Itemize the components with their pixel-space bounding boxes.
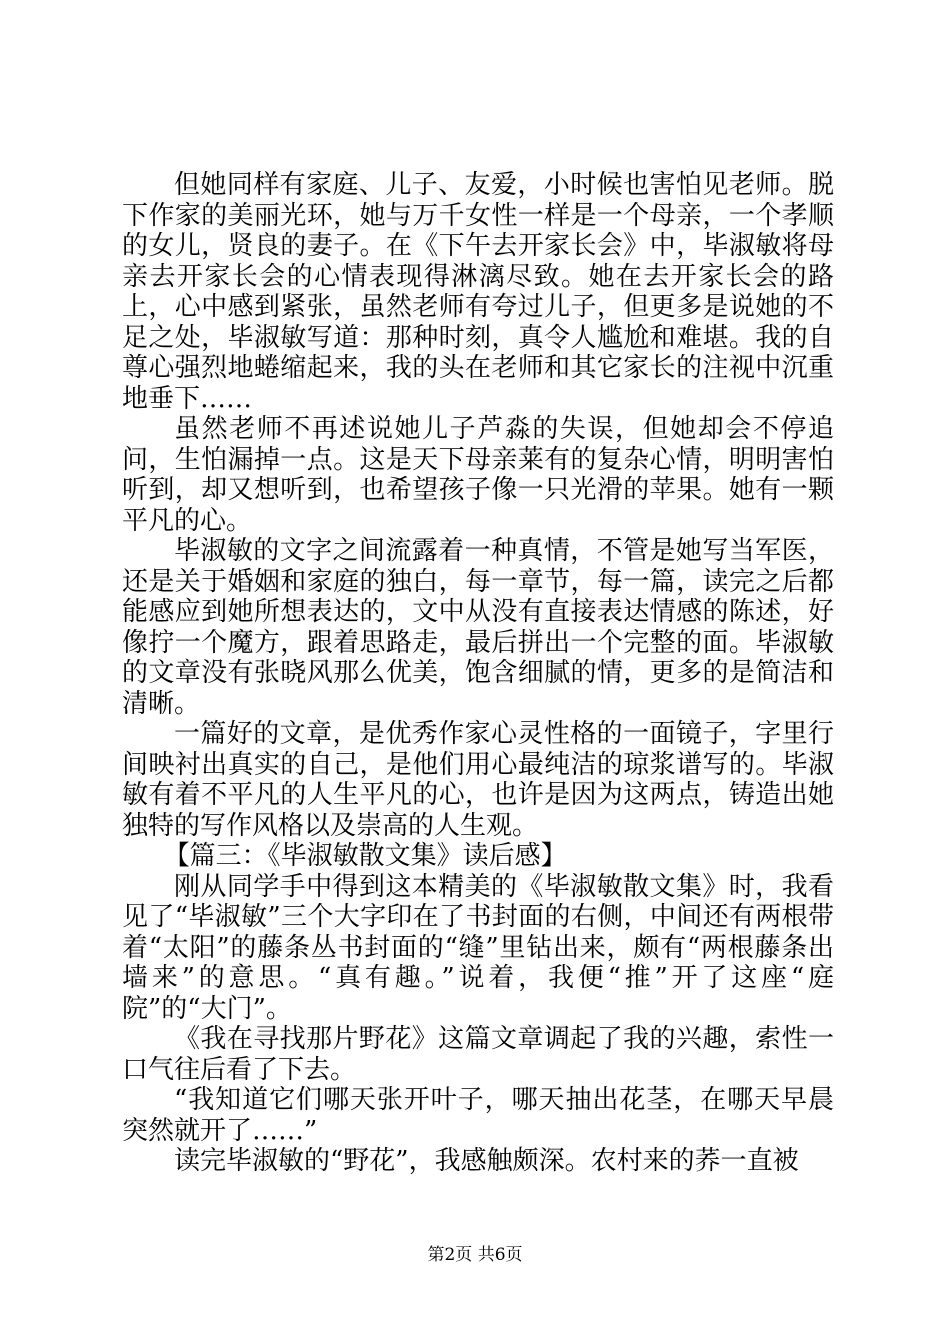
paragraph: 但她同样有家庭、儿子、友爱，小时候也害怕见老师。脱下作家的美丽光环，她与万千女性一样是一个母亲，一个孝顺的女儿，贤良的妻子。在《下午去开家长会》中，毕淑敏将母亲去开家长会的心情表现得淋漓尽致。她在去开家长会的路上，心中感到紧张，虽然老师有夸过儿子，但更多是说她的不足之处，毕淑敏写道：那种时刻，真令人尴尬和难堪。我的自尊心强烈地蜷缩起来，我的头在老师和其它家长的注视中沉重地垂下……: [122, 170, 834, 414]
paragraph: “我知道它们哪天张开叶子，哪天抽出花茎，在哪天早晨突然就开了……”: [122, 1085, 834, 1146]
page-footer: 第2页 共6页: [427, 1245, 523, 1265]
paragraph: 刚从同学手中得到这本精美的《毕淑敏散文集》时，我看见了“毕淑敏”三个大字印在了书封面的右侧，中间还有两根带着“太阳”的藤条丛书封面的“缝”里钻出来，颇有“两根藤条出墙来”的意思。“真有趣。”说着，我便“推”开了这座“庭院”的“大门”。: [122, 871, 834, 1024]
paragraph: 毕淑敏的文字之间流露着一种真情，不管是她写当军医，还是关于婚姻和家庭的独白，每一章节，每一篇，读完之后都能感应到她所想表达的，文中从没有直接表达情感的陈述，好像拧一个魔方，跟着思路走，最后拼出一个完整的面。毕淑敏的文章没有张晓风那么优美，饱含细腻的情，更多的是简洁和清晰。: [122, 536, 834, 719]
paragraph: 一篇好的文章，是优秀作家心灵性格的一面镜子，字里行间映衬出真实的自己，是他们用心最纯洁的琼浆谱写的。毕淑敏有着不平凡的人生平凡的心，也许是因为这两点，铸造出她独特的写作风格以及崇高的人生观。: [122, 719, 834, 841]
paragraph: 《我在寻找那片野花》这篇文章调起了我的兴趣，索性一口气往后看了下去。: [122, 1024, 834, 1085]
paragraph: 虽然老师不再述说她儿子芦淼的失误，但她却会不停追问，生怕漏掉一点。这是天下母亲莱有的复杂心情，明明害怕听到，却又想听到，也希望孩子像一只光滑的苹果。她有一颗平凡的心。: [122, 414, 834, 536]
document-body: [122, 170, 834, 1177]
section-heading: 【篇三：《毕淑敏散文集》读后感】: [163, 841, 567, 871]
paragraph: 读完毕淑敏的“野花”，我感触颇深。农村来的荞一直被: [174, 1146, 799, 1176]
